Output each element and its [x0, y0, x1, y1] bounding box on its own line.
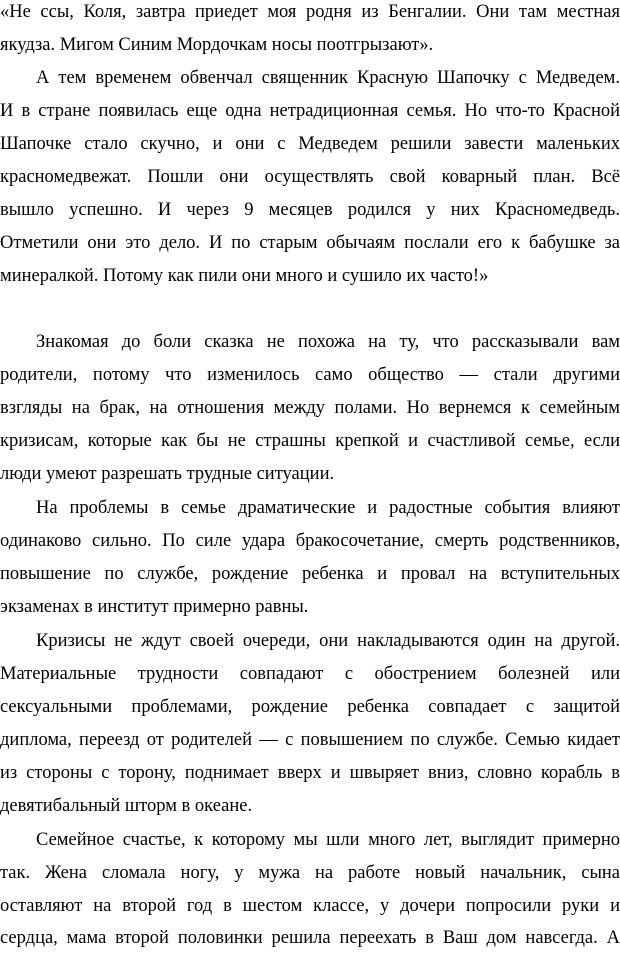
text-line: На проблемы в семье драматические и радостные события влияют	[36, 498, 620, 518]
text-line: сердца, мама второй половинки решила переехать в Ваш дом навсегда. А	[0, 928, 620, 948]
text-line: Знакомая до боли сказка не похожа на ту, что рассказывали вам	[36, 332, 620, 352]
text-line: Шапочке стало скучно, и они с Медведем решили завести маленьких	[0, 134, 620, 154]
text-line: повышение по службе, рождение ребенка и провал на вступительных	[0, 564, 620, 584]
text-line: экзаменах в институт примерно равны.	[0, 597, 309, 617]
text-line: кризисам, которые как бы не страшны крепкой и счастливой семье, если	[0, 431, 620, 451]
text-line: А тем временем обвенчал священник Красную Шапочку с Медведем.	[36, 68, 620, 88]
text-line: «Не ссы, Коля, завтра приедет моя родня из Бенгалии. Они там местная	[0, 2, 620, 22]
text-line: красномедвежат. Пошли они осуществлять свой коварный план. Всё	[0, 167, 620, 187]
text-line: Отметили они это дело. И по старым обычаям послали его к бабушке за	[0, 233, 620, 253]
text-line: Материальные трудности совпадают с обострением болезней или	[0, 664, 620, 684]
text-line: И в стране появилась еще одна нетрадиционная семья. Но что-то Красной	[0, 101, 620, 121]
text-line: Семейное счастье, к которому мы шли много лет, выглядит примерно	[36, 830, 620, 850]
text-line: оставляют на второй год в шестом классе, у дочери попросили руки и	[0, 896, 620, 916]
text-line: взгляды на брак, на отношения между полами. Но вернемся к семейным	[0, 398, 620, 418]
text-line: люди умеют разрешать трудные ситуации.	[0, 464, 335, 484]
text-line: девятибальный шторм в океане.	[0, 796, 253, 816]
text-line: родители, потому что изменилось само общество — стали другими	[0, 365, 620, 385]
text-line: из стороны с торону, поднимает вверх и швыряет вниз, словно корабль в	[0, 763, 620, 783]
text-line: якудза. Мигом Синим Мордочкам носы поотгрызают».	[0, 35, 434, 55]
text-line: вышло успешно. И через 9 месяцев родился у них Красномедведь.	[0, 200, 620, 220]
text-line: одинаково сильно. По силе удара бракосочетание, смерть родственников,	[0, 531, 620, 551]
text-line: так. Жена сломала ногу, у мужа на работе новый начальник, сына	[0, 863, 620, 883]
text-line: Кризисы не ждут своей очереди, они накладываются один на другой.	[36, 631, 620, 651]
text-line: диплома, переезд от родителей — с повышением по службе. Семью кидает	[0, 730, 620, 750]
text-line: минералкой. Потому как пили они много и сушило их часто!»	[0, 266, 489, 286]
text-line: сексуальными проблемами, рождение ребенка совпадает с защитой	[0, 697, 620, 717]
